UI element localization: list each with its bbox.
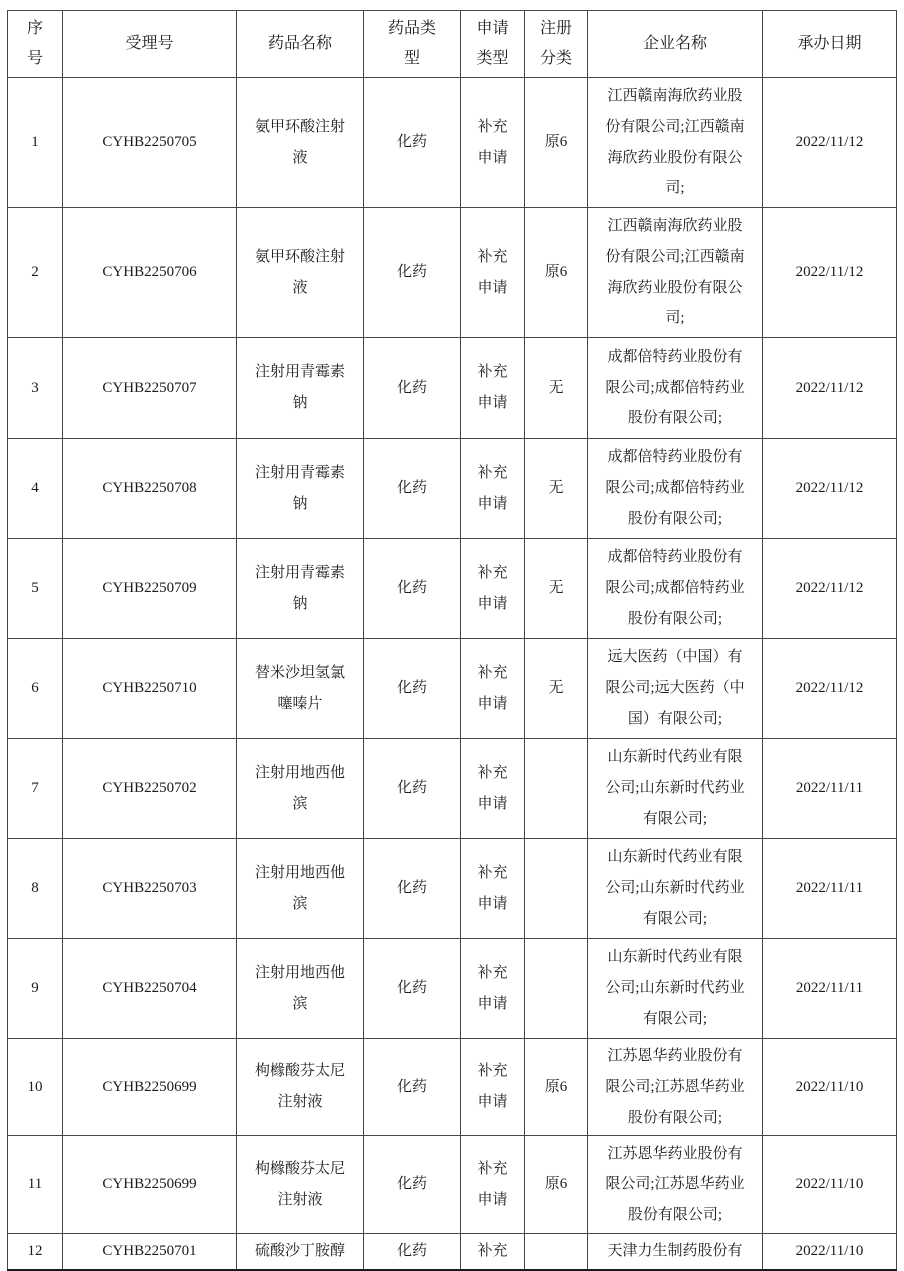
cell-index: 7 (8, 739, 63, 839)
cell-apply_type: 补充 (461, 1234, 525, 1270)
cell-drug_type: 化药 (364, 1136, 461, 1234)
cell-acceptance_no: CYHB2250704 (63, 939, 237, 1039)
cell-acceptance_no: CYHB2250706 (63, 208, 237, 338)
cell-drug_type: 化药 (364, 208, 461, 338)
cell-company: 山东新时代药业有限公司;山东新时代药业有限公司; (588, 939, 763, 1039)
cell-index: 9 (8, 939, 63, 1039)
column-header-acceptance_no: 受理号 (63, 11, 237, 78)
header-row (8, 11, 897, 78)
cell-date: 2022/11/12 (763, 439, 897, 539)
column-header-date: 承办日期 (763, 11, 897, 78)
cell-index: 5 (8, 539, 63, 639)
cell-index: 8 (8, 839, 63, 939)
table-row (8, 739, 897, 839)
cell-company: 成都倍特药业股份有限公司;成都倍特药业股份有限公司; (588, 338, 763, 439)
table-row (8, 78, 897, 208)
cell-drug_name: 枸橼酸芬太尼注射液 (237, 1039, 364, 1136)
cell-drug_type: 化药 (364, 78, 461, 208)
cell-index: 3 (8, 338, 63, 439)
cell-apply_type: 补充申请 (461, 639, 525, 739)
cell-drug_name: 注射用地西他滨 (237, 739, 364, 839)
cell-drug_type: 化药 (364, 539, 461, 639)
cell-reg_class: 原6 (525, 78, 588, 208)
column-header-reg_class: 注册分类 (525, 11, 588, 78)
cell-acceptance_no: CYHB2250705 (63, 78, 237, 208)
table-body (8, 78, 897, 1271)
cell-index: 11 (8, 1136, 63, 1234)
table-row (8, 1234, 897, 1270)
column-header-drug_type: 药品类型 (364, 11, 461, 78)
cell-drug_name: 注射用青霉素钠 (237, 439, 364, 539)
cell-company: 山东新时代药业有限公司;山东新时代药业有限公司; (588, 739, 763, 839)
cell-apply_type: 补充申请 (461, 1136, 525, 1234)
cell-reg_class: 无 (525, 639, 588, 739)
table-row (8, 338, 897, 439)
table-row (8, 839, 897, 939)
cell-drug_type: 化药 (364, 939, 461, 1039)
cell-acceptance_no: CYHB2250699 (63, 1136, 237, 1234)
table-row (8, 639, 897, 739)
cell-acceptance_no: CYHB2250710 (63, 639, 237, 739)
column-header-company: 企业名称 (588, 11, 763, 78)
cell-acceptance_no: CYHB2250707 (63, 338, 237, 439)
cell-company: 天津力生制药股份有 (588, 1234, 763, 1270)
cell-company: 江西赣南海欣药业股份有限公司;江西赣南海欣药业股份有限公司; (588, 208, 763, 338)
cell-date: 2022/11/12 (763, 539, 897, 639)
table-row (8, 939, 897, 1039)
cell-reg_class: 无 (525, 539, 588, 639)
cell-drug_name: 注射用地西他滨 (237, 839, 364, 939)
cell-index: 10 (8, 1039, 63, 1136)
cell-drug_type: 化药 (364, 739, 461, 839)
cell-reg_class (525, 1234, 588, 1270)
column-header-drug_name: 药品名称 (237, 11, 364, 78)
cell-drug_type: 化药 (364, 338, 461, 439)
document-page (7, 10, 896, 1271)
table-row (8, 539, 897, 639)
cell-reg_class: 原6 (525, 1039, 588, 1136)
cell-date: 2022/11/12 (763, 208, 897, 338)
cell-index: 1 (8, 78, 63, 208)
cell-apply_type: 补充申请 (461, 839, 525, 939)
table-row (8, 439, 897, 539)
cell-date: 2022/11/10 (763, 1039, 897, 1136)
cell-date: 2022/11/11 (763, 939, 897, 1039)
cell-acceptance_no: CYHB2250703 (63, 839, 237, 939)
cell-reg_class (525, 839, 588, 939)
drug-application-table (7, 10, 897, 1271)
cell-apply_type: 补充申请 (461, 78, 525, 208)
cell-drug_name: 替米沙坦氢氯噻嗪片 (237, 639, 364, 739)
cell-apply_type: 补充申请 (461, 439, 525, 539)
cell-drug_type: 化药 (364, 1234, 461, 1270)
cell-index: 4 (8, 439, 63, 539)
table-row (8, 1136, 897, 1234)
cell-reg_class (525, 939, 588, 1039)
cell-drug_type: 化药 (364, 639, 461, 739)
cell-apply_type: 补充申请 (461, 739, 525, 839)
cell-acceptance_no: CYHB2250708 (63, 439, 237, 539)
cell-date: 2022/11/11 (763, 739, 897, 839)
cell-reg_class (525, 739, 588, 839)
cell-date: 2022/11/11 (763, 839, 897, 939)
table-row (8, 1039, 897, 1136)
cell-drug_type: 化药 (364, 839, 461, 939)
cell-reg_class: 原6 (525, 1136, 588, 1234)
cell-drug_name: 氨甲环酸注射液 (237, 208, 364, 338)
cell-reg_class: 无 (525, 439, 588, 539)
cell-apply_type: 补充申请 (461, 539, 525, 639)
cell-company: 江苏恩华药业股份有限公司;江苏恩华药业股份有限公司; (588, 1039, 763, 1136)
cell-reg_class: 无 (525, 338, 588, 439)
cell-apply_type: 补充申请 (461, 1039, 525, 1136)
cell-acceptance_no: CYHB2250702 (63, 739, 237, 839)
cell-drug_type: 化药 (364, 1039, 461, 1136)
cell-company: 江西赣南海欣药业股份有限公司;江西赣南海欣药业股份有限公司; (588, 78, 763, 208)
cell-company: 成都倍特药业股份有限公司;成都倍特药业股份有限公司; (588, 439, 763, 539)
cell-acceptance_no: CYHB2250709 (63, 539, 237, 639)
cell-drug_name: 氨甲环酸注射液 (237, 78, 364, 208)
cell-date: 2022/11/10 (763, 1234, 897, 1270)
cell-index: 12 (8, 1234, 63, 1270)
cell-date: 2022/11/12 (763, 338, 897, 439)
cell-apply_type: 补充申请 (461, 208, 525, 338)
cell-apply_type: 补充申请 (461, 939, 525, 1039)
column-header-index: 序号 (8, 11, 63, 78)
cell-date: 2022/11/12 (763, 639, 897, 739)
cell-company: 山东新时代药业有限公司;山东新时代药业有限公司; (588, 839, 763, 939)
cell-date: 2022/11/12 (763, 78, 897, 208)
table-row (8, 208, 897, 338)
cell-drug_name: 注射用青霉素钠 (237, 338, 364, 439)
cell-drug_name: 注射用地西他滨 (237, 939, 364, 1039)
cell-date: 2022/11/10 (763, 1136, 897, 1234)
cell-company: 远大医药（中国）有限公司;远大医药（中国）有限公司; (588, 639, 763, 739)
table-header (8, 11, 897, 78)
cell-acceptance_no: CYHB2250699 (63, 1039, 237, 1136)
cell-drug_name: 硫酸沙丁胺醇 (237, 1234, 364, 1270)
cell-drug_name: 注射用青霉素钠 (237, 539, 364, 639)
cell-company: 成都倍特药业股份有限公司;成都倍特药业股份有限公司; (588, 539, 763, 639)
column-header-apply_type: 申请类型 (461, 11, 525, 78)
cell-reg_class: 原6 (525, 208, 588, 338)
cell-acceptance_no: CYHB2250701 (63, 1234, 237, 1270)
cell-drug_type: 化药 (364, 439, 461, 539)
cell-drug_name: 枸橼酸芬太尼注射液 (237, 1136, 364, 1234)
cell-index: 2 (8, 208, 63, 338)
cell-company: 江苏恩华药业股份有限公司;江苏恩华药业股份有限公司; (588, 1136, 763, 1234)
cell-index: 6 (8, 639, 63, 739)
cell-apply_type: 补充申请 (461, 338, 525, 439)
